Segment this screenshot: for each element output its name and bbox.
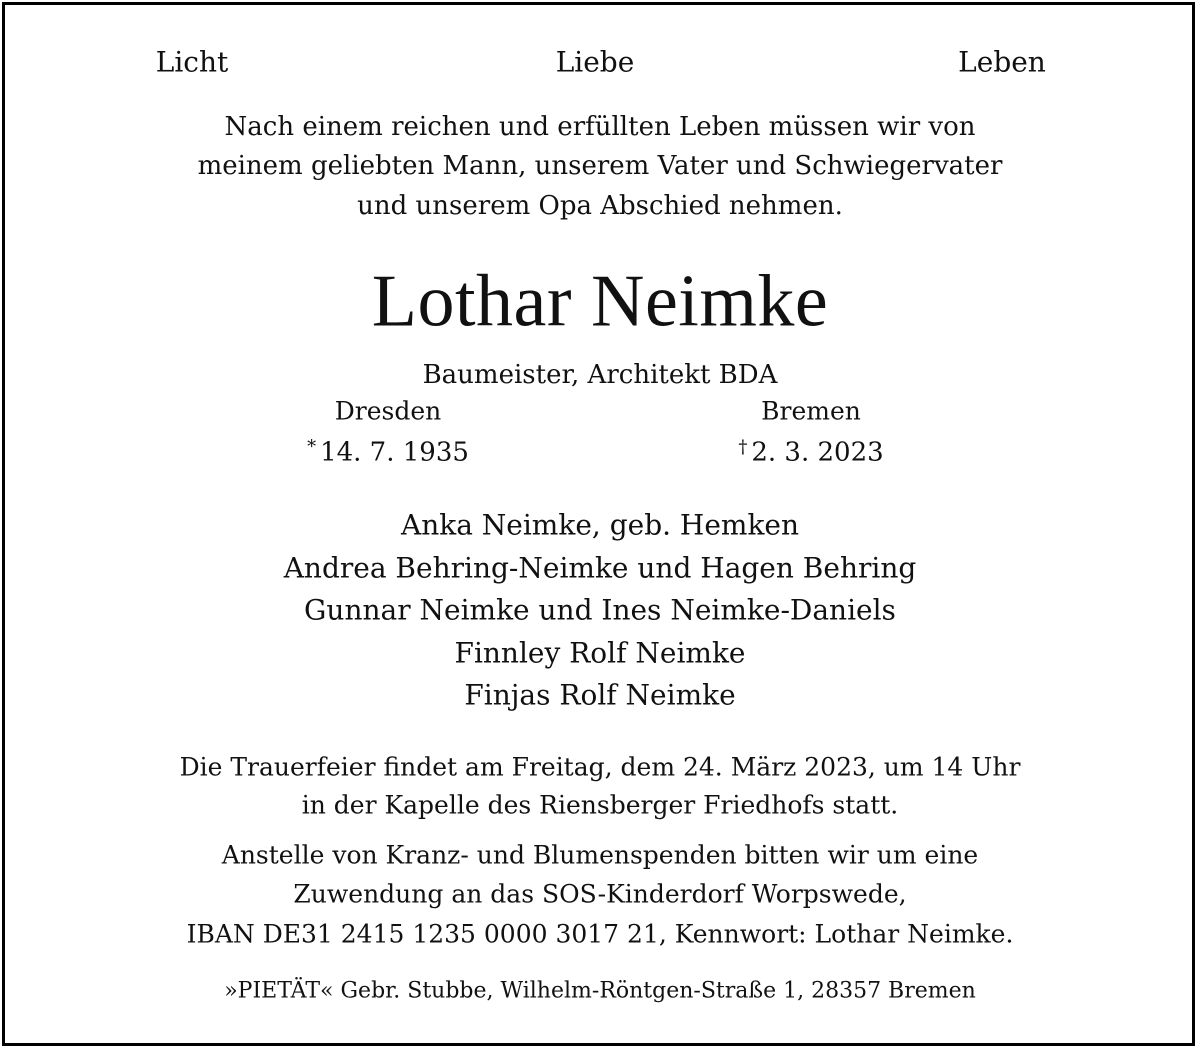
birth-date-block bbox=[307, 437, 469, 468]
mourner-line-5: Finjas Rolf Neimke bbox=[464, 678, 736, 712]
mourner-line-1: Anka Neimke, geb. Hemken bbox=[400, 508, 800, 542]
death-cross-symbol: † bbox=[738, 436, 748, 458]
mourner-line-3: Gunnar Neimke und Ines Neimke-Daniels bbox=[304, 593, 896, 627]
intro-line-2: meinem geliebten Mann, unserem Vater und Schwiegervater bbox=[197, 151, 1003, 181]
death-place: Bremen bbox=[761, 396, 861, 426]
mourner-line-2: Andrea Behring-Neimke und Hagen Behring bbox=[283, 551, 917, 585]
donation-line-3: IBAN DE31 2415 1235 0000 3017 21, Kennwort: Lothar Neimke. bbox=[186, 919, 1014, 949]
birth-star-symbol: * bbox=[307, 436, 317, 458]
funeral-home-line: »PIETÄT« Gebr. Stubbe, Wilhelm-Röntgen-Straße 1, 28357 Bremen bbox=[224, 978, 976, 1004]
donation-line-1: Anstelle von Kranz- und Blumenspenden bitten wir um eine bbox=[221, 840, 979, 870]
service-line-1: Die Trauerfeier findet am Freitag, dem 24. März 2023, um 14 Uhr bbox=[179, 752, 1021, 782]
death-date-block bbox=[738, 437, 883, 468]
motto-center: Liebe bbox=[555, 45, 635, 79]
motto-left: Licht bbox=[155, 45, 229, 79]
deceased-profession: Baumeister, Architekt BDA bbox=[422, 360, 778, 390]
service-line-2: in der Kapelle des Riensberger Friedhofs statt. bbox=[301, 790, 899, 820]
donation-line-2: Zuwendung an das SOS-Kinderdorf Worpswede, bbox=[293, 879, 907, 909]
deceased-name: Lothar Neimke bbox=[371, 260, 829, 343]
birth-place: Dresden bbox=[334, 396, 442, 426]
death-date: 2. 3. 2023 bbox=[751, 437, 884, 468]
motto-right: Leben bbox=[958, 45, 1046, 79]
birth-date: 14. 7. 1935 bbox=[320, 437, 469, 468]
intro-line-3: und unserem Opa Abschied nehmen. bbox=[357, 191, 843, 221]
intro-line-1: Nach einem reichen und erfüllten Leben müssen wir von bbox=[224, 112, 976, 142]
mourner-line-4: Finnley Rolf Neimke bbox=[454, 636, 746, 670]
